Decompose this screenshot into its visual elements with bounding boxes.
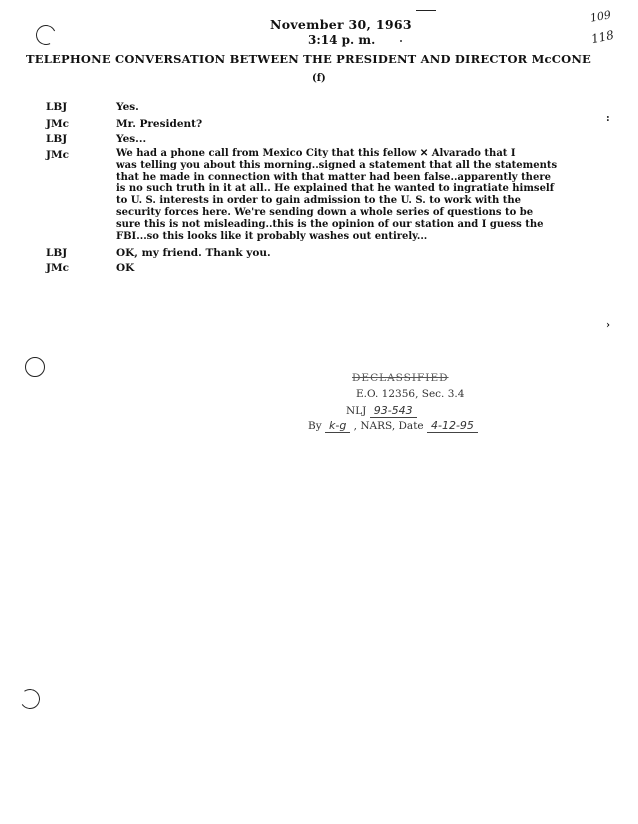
stray-dot <box>400 40 402 42</box>
binder-hole-bottom-icon <box>18 687 41 710</box>
utterance-text: We had a phone call from Mexico City that this fellow ✕ Alvarado that I was telling you about this morning..signed a statement that all the statements that he made in connection with that matter had been false..apparently there is no such truth in it at all.. He explained that he wanted to ingratiate himself to U. S. interests in order to gain admission to the U. S. to work with the security forces here. We're sending down a whole series of questions to be sure this is not misleading..this is the opinion of our station and I guess the FBI...so this looks like it probably washes out entirely... <box>116 148 558 242</box>
binder-hole-top-icon <box>33 22 59 48</box>
stamp-nlj-value: 93-543 <box>370 404 417 418</box>
utterance-text: Mr. President? <box>116 118 203 130</box>
handwritten-circled-number: 118 <box>589 27 616 47</box>
margin-tick-icon: : <box>606 113 610 124</box>
transcript-line <box>34 100 624 115</box>
stamp-nlj-label: NLJ <box>346 405 367 417</box>
transcript-line <box>34 117 624 132</box>
speaker-label: LBJ <box>46 101 68 113</box>
stamp-by-value: k-g <box>325 419 350 433</box>
transcript-line <box>34 261 624 276</box>
classification-mark: (f) <box>312 73 326 84</box>
stamp-date-value: 4-12-95 <box>427 419 478 433</box>
stamp-nlj-line <box>346 404 417 417</box>
stamp-nars-label: , NARS, Date <box>353 420 424 432</box>
utterance-text: OK <box>116 262 135 275</box>
transcript-line <box>34 132 624 147</box>
utterance-text: Yes... <box>116 133 147 145</box>
margin-tick-icon: › <box>606 320 610 331</box>
stamp-by-line <box>308 419 478 432</box>
speaker-label: JMc <box>46 149 69 161</box>
handwritten-page-number: 109 <box>589 8 612 25</box>
document-title: TELEPHONE CONVERSATION BETWEEN THE PRESIDENT AND DIRECTOR McCONE <box>26 52 591 66</box>
document-time: 3:14 p. m. <box>308 33 376 47</box>
utterance-text: Yes. <box>116 101 139 113</box>
document-date: November 30, 1963 <box>270 17 412 32</box>
stray-mark <box>416 10 436 11</box>
speaker-label: LBJ <box>46 133 68 145</box>
stamp-executive-order: E.O. 12356, Sec. 3.4 <box>356 388 465 400</box>
utterance-text: OK, my friend. Thank you. <box>116 247 271 260</box>
speaker-label: JMc <box>46 262 69 275</box>
speaker-label: JMc <box>46 118 69 130</box>
stamp-by-label: By <box>308 420 322 432</box>
transcript <box>34 100 624 276</box>
stamp-title: DECLASSIFIED <box>352 372 449 384</box>
transcript-line <box>34 148 624 242</box>
transcript-line <box>34 246 624 261</box>
binder-hole-middle-icon <box>25 357 45 377</box>
speaker-label: LBJ <box>46 247 68 260</box>
